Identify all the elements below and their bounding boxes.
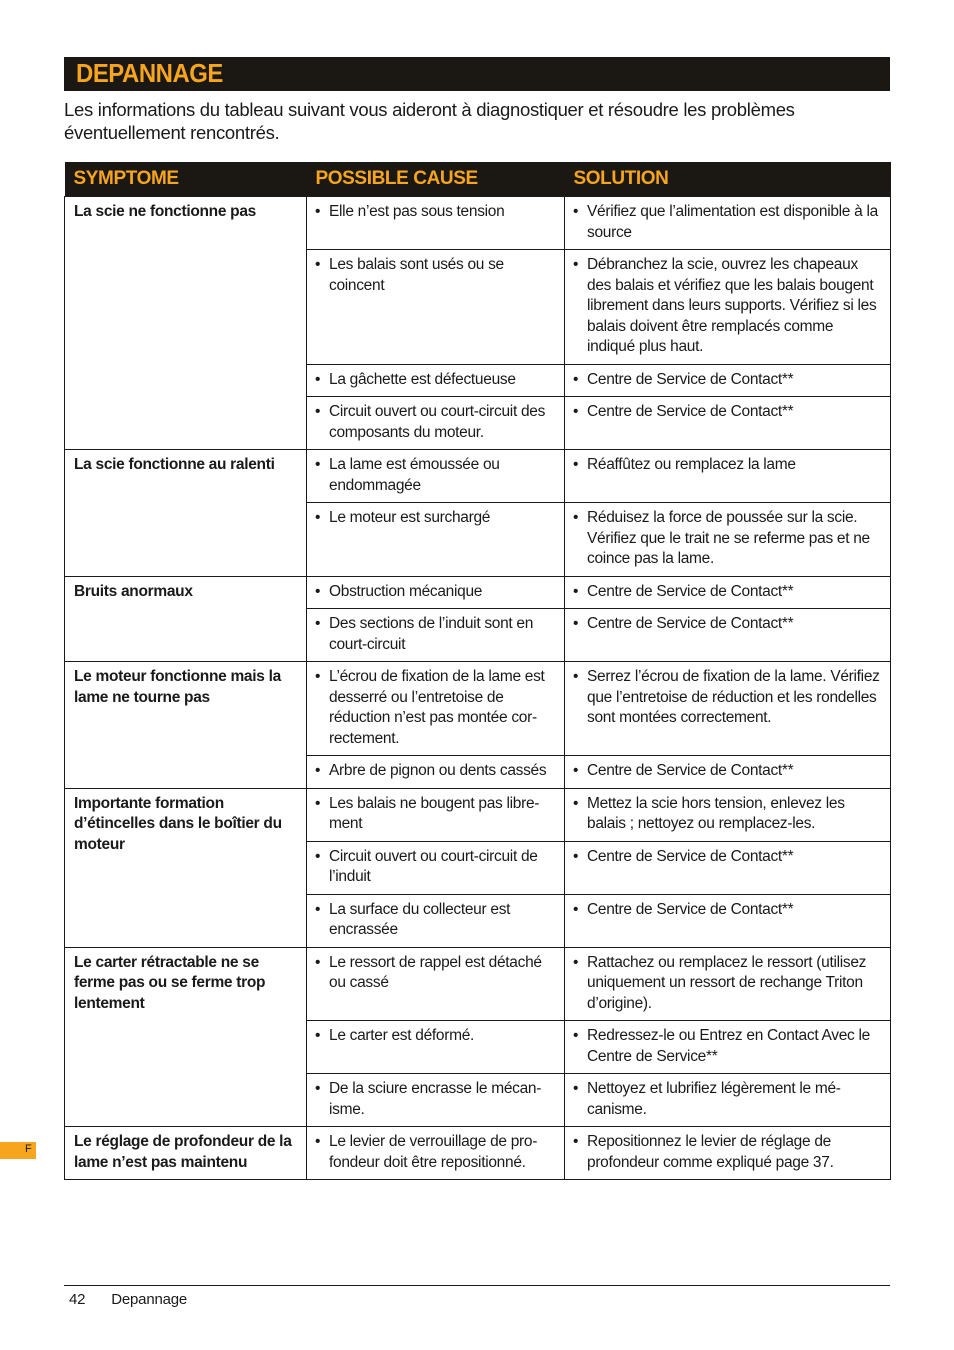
solution-text: • Centre de Service de Contact** (573, 761, 882, 782)
solution-cell (565, 197, 891, 250)
intro-paragraph: Les informations du tableau suivant vous aideront à diagnostiquer et résoudre les problèmes éventuellement rencontrés. (64, 99, 795, 143)
cause-text: • Arbre de pignon ou dents cassés (315, 761, 556, 782)
symptom-cell: Importante formation d’étincelles dans le boîtier du moteur (65, 788, 307, 947)
solution-text: • Nettoyez et lubrifiez légèrement le mé-canisme. (573, 1079, 882, 1120)
cause-cell (307, 609, 565, 662)
solution-text: • Centre de Service de Contact** (573, 900, 882, 921)
solution-text: • Serrez l’écrou de fixation de la lame. Vérifiez que l’entretoise de réduction et les rondelles sont montées correctement. (573, 667, 882, 729)
symptom-cell: La scie fonctionne au ralenti (65, 450, 307, 577)
solution-cell (565, 841, 891, 894)
solution-cell (565, 364, 891, 397)
cause-cell (307, 1127, 565, 1180)
language-tab (0, 1142, 36, 1159)
cause-cell (307, 503, 565, 577)
symptom-cell: Le moteur fonctionne mais la lame ne tourne pas (65, 662, 307, 789)
cause-text: • Le ressort de rappel est détaché ou cassé (315, 953, 556, 994)
cause-cell (307, 788, 565, 841)
header-cause: POSSIBLE CAUSE (307, 162, 565, 197)
language-tab-label: F (25, 1143, 32, 1155)
solution-text: • Mettez la scie hors tension, enlevez les balais ; nettoyez ou remplacez-les. (573, 794, 882, 835)
table-row (65, 662, 891, 756)
solution-text: • Repositionnez le levier de réglage de profondeur comme expliqué page 37. (573, 1132, 882, 1173)
solution-cell (565, 1074, 891, 1127)
header-symptom: SYMPTOME (65, 162, 307, 197)
cause-cell (307, 197, 565, 250)
solution-text: • Centre de Service de Contact** (573, 370, 882, 391)
solution-cell (565, 756, 891, 789)
solution-cell (565, 1021, 891, 1074)
cause-cell (307, 450, 565, 503)
table-header-row (65, 162, 891, 197)
cause-text: • Circuit ouvert ou court-circuit de l’induit (315, 847, 556, 888)
page-number: 42 (69, 1291, 86, 1308)
cause-text: • La surface du collecteur est encrassée (315, 900, 556, 941)
cause-cell (307, 1074, 565, 1127)
solution-text: • Débranchez la scie, ouvrez les chapeaux des balais et vérifiez que les balais bougent librement dans leurs supports. Vérifiez si les balais doivent être remplacés comme indiqué plus haut. (573, 255, 882, 358)
solution-text: • Réduisez la force de poussée sur la scie. Vérifiez que le trait ne se referme pas et ne coince pas la lame. (573, 508, 882, 570)
symptom-cell: Le réglage de profondeur de la lame n’est pas maintenu (65, 1127, 307, 1180)
cause-cell (307, 841, 565, 894)
solution-cell (565, 450, 891, 503)
cause-text: • Les balais ne bougent pas libre-ment (315, 794, 556, 835)
section-title-bar (64, 57, 890, 91)
solution-cell (565, 662, 891, 756)
cause-cell (307, 756, 565, 789)
cause-cell (307, 662, 565, 756)
solution-text: • Rattachez ou remplacez le ressort (utilisez uniquement un ressort de rechange Triton d’origine). (573, 953, 882, 1015)
cause-text: • L’écrou de fixation de la lame est desserré ou l’entretoise de réduction n’est pas montée cor-rectement. (315, 667, 556, 749)
solution-text: • Redressez-le ou Entrez en Contact Avec le Centre de Service** (573, 1026, 882, 1067)
solution-cell (565, 894, 891, 947)
page-title: DEPANNAGE (76, 58, 223, 88)
solution-cell (565, 503, 891, 577)
solution-text: • Centre de Service de Contact** (573, 614, 882, 635)
table-row (65, 947, 891, 1021)
symptom-cell: La scie ne fonctionne pas (65, 197, 307, 450)
page-footer (69, 1291, 187, 1308)
cause-cell (307, 250, 565, 365)
cause-text: • Circuit ouvert ou court-circuit des composants du moteur. (315, 402, 556, 443)
symptom-cell: Le carter rétractable ne se ferme pas ou se ferme trop lentement (65, 947, 307, 1127)
cause-cell (307, 576, 565, 609)
symptom-cell: Bruits anormaux (65, 576, 307, 662)
solution-text: • Réaffûtez ou remplacez la lame (573, 455, 882, 476)
solution-text: • Centre de Service de Contact** (573, 582, 882, 603)
solution-cell (565, 947, 891, 1021)
cause-text: • Le carter est déformé. (315, 1026, 556, 1047)
solution-cell (565, 788, 891, 841)
solution-cell (565, 576, 891, 609)
cause-text: • Elle n’est pas sous tension (315, 202, 556, 223)
cause-cell (307, 894, 565, 947)
table-body (65, 197, 891, 1180)
cause-text: • Obstruction mécanique (315, 582, 556, 603)
table-row (65, 450, 891, 503)
cause-cell (307, 947, 565, 1021)
troubleshooting-table (64, 162, 891, 1180)
table-row (65, 788, 891, 841)
cause-cell (307, 364, 565, 397)
cause-cell (307, 1021, 565, 1074)
cause-cell (307, 397, 565, 450)
solution-text: • Centre de Service de Contact** (573, 402, 882, 423)
table-row (65, 1127, 891, 1180)
cause-text: • La lame est émoussée ou endommagée (315, 455, 556, 496)
table-row (65, 197, 891, 250)
solution-cell (565, 609, 891, 662)
table-row (65, 576, 891, 609)
solution-cell (565, 1127, 891, 1180)
cause-text: • La gâchette est défectueuse (315, 370, 556, 391)
cause-text: • Des sections de l’induit sont en court-circuit (315, 614, 556, 655)
solution-text: • Vérifiez que l’alimentation est disponible à la source (573, 202, 882, 243)
solution-text: • Centre de Service de Contact** (573, 847, 882, 868)
cause-text: • De la sciure encrasse le mécan-isme. (315, 1079, 556, 1120)
solution-cell (565, 250, 891, 365)
cause-text: • Les balais sont usés ou se coincent (315, 255, 556, 296)
solution-cell (565, 397, 891, 450)
footer-divider (64, 1285, 890, 1286)
header-solution: SOLUTION (565, 162, 891, 197)
cause-text: • Le levier de verrouillage de pro-fondeur doit être repositionné. (315, 1132, 556, 1173)
cause-text: • Le moteur est surchargé (315, 508, 556, 529)
footer-section: Depannage (111, 1291, 188, 1308)
